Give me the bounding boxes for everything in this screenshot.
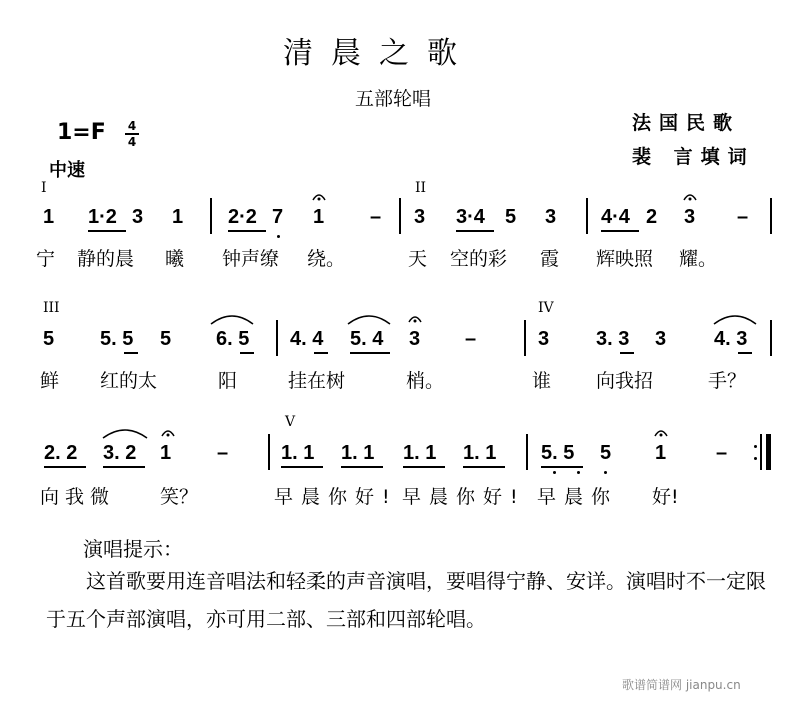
lyric: 红的太 bbox=[100, 370, 158, 392]
lyric: 好! bbox=[652, 486, 679, 508]
underline bbox=[103, 466, 145, 468]
underline bbox=[738, 352, 752, 354]
lyric: 鲜 bbox=[40, 370, 60, 392]
note: 5 bbox=[600, 442, 612, 464]
underline bbox=[44, 466, 86, 468]
underline bbox=[403, 466, 445, 468]
bar-line bbox=[770, 320, 772, 356]
underline bbox=[240, 352, 254, 354]
lyric: 宁 bbox=[36, 248, 56, 270]
underline bbox=[124, 352, 138, 354]
note: 3·4 bbox=[456, 206, 485, 228]
song-title: 清晨之歌 bbox=[283, 36, 475, 71]
lyric: 空的彩 bbox=[450, 248, 508, 270]
note: 1 bbox=[160, 442, 172, 464]
note: 2. 2 bbox=[44, 442, 78, 464]
note: 1·2 bbox=[88, 206, 117, 228]
underline bbox=[88, 230, 126, 232]
bar-line bbox=[770, 198, 772, 234]
lyric: 向我招 bbox=[596, 370, 654, 392]
underline bbox=[341, 466, 383, 468]
note: – bbox=[217, 442, 229, 464]
time-sig-bottom: 4 bbox=[127, 135, 137, 149]
lyric: 辉映照 bbox=[596, 248, 654, 270]
note: 3 bbox=[684, 206, 696, 228]
lyric: 霞 bbox=[540, 248, 560, 270]
performance-notes-text: 这首歌要用连音唱法和轻柔的声音演唱，要唱得宁静、安详。演唱时不一定限于五个声部演唱，亦可用二部、三部和四部轮唱。 bbox=[46, 569, 766, 631]
key-signature: 1=F bbox=[57, 120, 106, 145]
note: 1. 1 bbox=[463, 442, 497, 464]
note: 5. 5 bbox=[100, 328, 134, 350]
underline bbox=[541, 466, 583, 468]
bar-line bbox=[399, 198, 401, 234]
note: 1 bbox=[172, 206, 184, 228]
lyric: 钟声缭 bbox=[222, 248, 280, 270]
lyric: 笑？ bbox=[160, 486, 199, 508]
underline bbox=[463, 466, 505, 468]
lyric: 早晨你 bbox=[537, 486, 619, 508]
note: 4. 4 bbox=[290, 328, 324, 350]
lyric: 梢。 bbox=[406, 370, 445, 392]
fermata-icon bbox=[160, 426, 176, 438]
note: 3 bbox=[538, 328, 550, 350]
note: 5 bbox=[505, 206, 517, 228]
note: 4. 3 bbox=[714, 328, 748, 350]
lyric: 挂在树 bbox=[288, 370, 346, 392]
slur-icon bbox=[208, 310, 256, 326]
bar-line bbox=[268, 434, 270, 470]
time-signature bbox=[125, 120, 139, 148]
fermata-icon bbox=[653, 426, 669, 438]
song-subtitle: 五部轮唱 bbox=[355, 88, 432, 110]
note: 3 bbox=[414, 206, 426, 228]
lyric: 谁 bbox=[532, 370, 552, 392]
final-barline bbox=[760, 434, 762, 470]
note: – bbox=[737, 206, 749, 228]
slur-icon bbox=[100, 424, 150, 440]
note: 5. 5 bbox=[541, 442, 575, 464]
lyric: 曦 bbox=[165, 248, 185, 270]
final-barline-thick bbox=[766, 434, 771, 470]
note: 3 bbox=[409, 328, 421, 350]
underline bbox=[228, 230, 266, 232]
lyric: 阳 bbox=[218, 370, 238, 392]
note: 1. 1 bbox=[403, 442, 437, 464]
note: – bbox=[370, 206, 382, 228]
underline bbox=[620, 352, 634, 354]
note: 1 bbox=[655, 442, 667, 464]
repeat-dot bbox=[754, 457, 757, 460]
low-octave-dot bbox=[553, 471, 556, 474]
lyric: 耀。 bbox=[679, 248, 718, 270]
note: 2·2 bbox=[228, 206, 257, 228]
note: 5. 4 bbox=[350, 328, 384, 350]
bar-line bbox=[276, 320, 278, 356]
low-octave-dot bbox=[604, 471, 607, 474]
song-origin: 法国民歌 bbox=[632, 112, 741, 134]
performance-notes-heading: 演唱提示： bbox=[83, 537, 183, 561]
lyric: 向我微 bbox=[40, 486, 116, 508]
fermata-icon bbox=[682, 190, 698, 202]
note: 1. 1 bbox=[281, 442, 315, 464]
section-mark-5: V bbox=[285, 414, 296, 430]
low-octave-dot bbox=[277, 235, 280, 238]
underline bbox=[281, 466, 323, 468]
note: 2 bbox=[646, 206, 658, 228]
underline bbox=[601, 230, 639, 232]
note: – bbox=[465, 328, 477, 350]
underline bbox=[314, 352, 328, 354]
note: 7 bbox=[272, 206, 284, 228]
fermata-icon bbox=[311, 190, 327, 202]
bar-line bbox=[526, 434, 528, 470]
note: 1 bbox=[313, 206, 325, 228]
bar-line bbox=[210, 198, 212, 234]
lyric: 早晨你好! bbox=[402, 486, 526, 508]
section-mark-4: IV bbox=[538, 300, 554, 316]
slur-icon bbox=[711, 310, 759, 326]
section-mark-2: II bbox=[415, 180, 427, 196]
note: 3 bbox=[545, 206, 557, 228]
note: – bbox=[716, 442, 728, 464]
lyricist-credit: 裴 言填词 bbox=[632, 146, 755, 168]
note: 5 bbox=[43, 328, 55, 350]
underline bbox=[350, 352, 390, 354]
note: 5 bbox=[160, 328, 172, 350]
bar-line bbox=[524, 320, 526, 356]
note: 6. 5 bbox=[216, 328, 250, 350]
section-mark-1: I bbox=[41, 180, 47, 196]
note: 3. 3 bbox=[596, 328, 630, 350]
tempo-marking: 中速 bbox=[49, 160, 85, 181]
lyric: 早晨你好! bbox=[274, 486, 398, 508]
note: 4·4 bbox=[601, 206, 630, 228]
note: 3. 2 bbox=[103, 442, 137, 464]
fermata-icon bbox=[407, 312, 423, 324]
repeat-dot bbox=[754, 445, 757, 448]
lyric: 绕。 bbox=[307, 248, 346, 270]
lyric: 手？ bbox=[708, 370, 747, 392]
section-mark-3: III bbox=[43, 300, 60, 316]
slur-icon bbox=[345, 310, 393, 326]
site-watermark: 歌谱简谱网 jianpu.cn bbox=[622, 678, 741, 692]
bar-line bbox=[586, 198, 588, 234]
note: 1. 1 bbox=[341, 442, 375, 464]
underline bbox=[456, 230, 494, 232]
note: 1 bbox=[43, 206, 55, 228]
lyric: 天 bbox=[408, 248, 428, 270]
lyric: 静的晨 bbox=[77, 248, 135, 270]
low-octave-dot bbox=[577, 471, 580, 474]
note: 3 bbox=[655, 328, 667, 350]
note: 3 bbox=[132, 206, 144, 228]
time-sig-top: 4 bbox=[127, 119, 137, 133]
